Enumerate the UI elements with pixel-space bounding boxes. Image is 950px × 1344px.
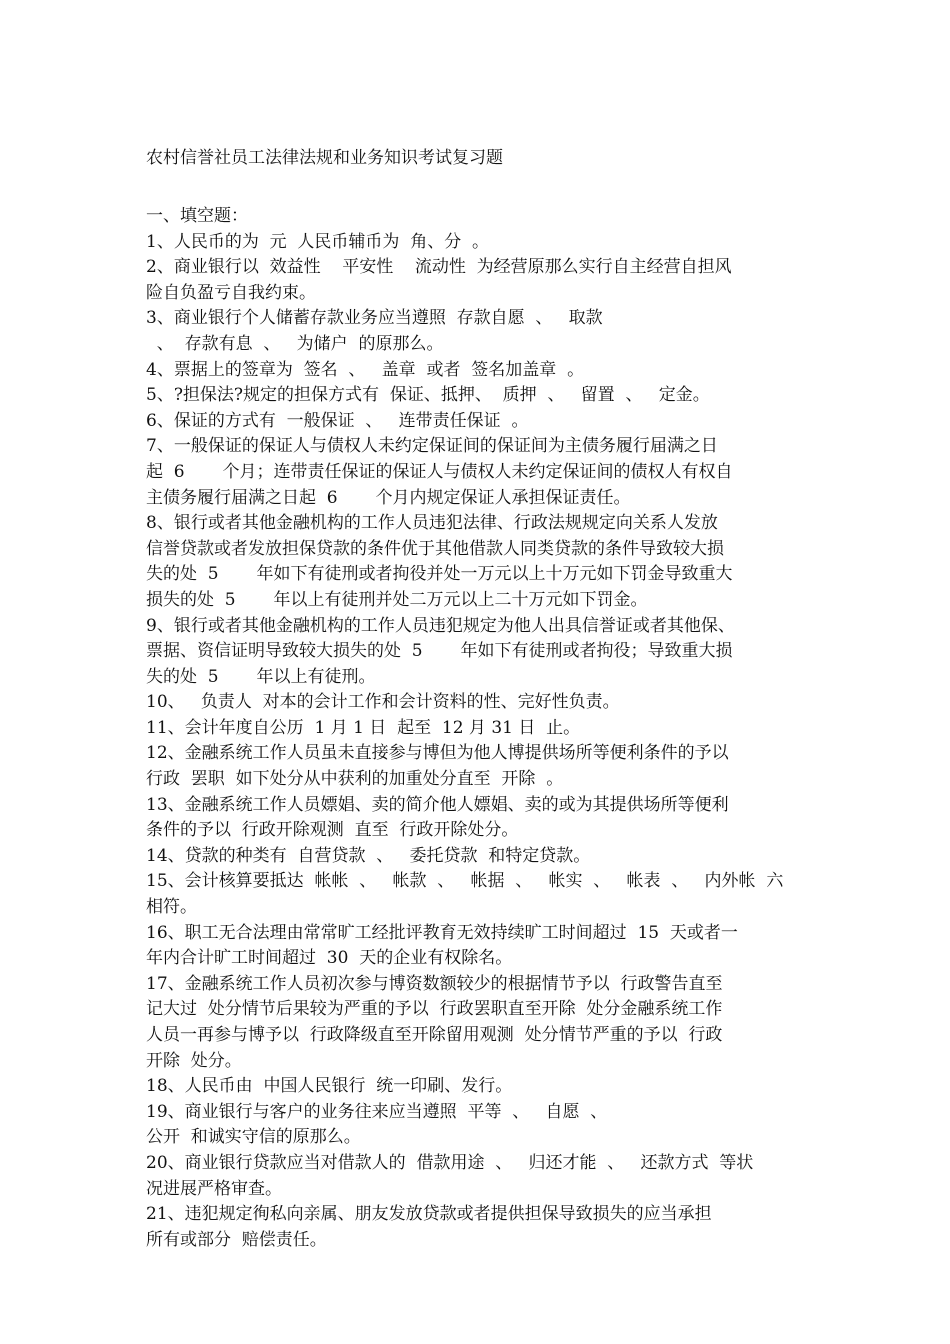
text-line: 损失的处 5 年以上有徒刑并处二万元以上二十万元如下罚金。: [146, 589, 648, 610]
text-line: 11、会计年度自公历 1 月 1 日 起至 12 月 31 日 止。: [146, 717, 581, 738]
text-line: 失的处 5 年如下有徒刑或者拘役并处一万元以上十万元如下罚金导致重大: [146, 564, 733, 585]
document-title: 农村信誉社员工法律法规和业务知识考试复习题: [146, 148, 503, 168]
text-line: 20、商业银行贷款应当对借款人的 借款用途 、 归还才能 、 还款方式 等状: [146, 1152, 754, 1173]
text-line: 4、票据上的签章为 签名 、 盖章 或者 签名加盖章 。: [146, 359, 585, 380]
text-line: 5、?担保法?规定的担保方式有 保证、抵押、 质押 、 留置 、 定金。: [146, 385, 710, 406]
text-line: 人员一再参与博予以 行政降级直至开除留用观测 处分情节严重的予以 行政: [146, 1025, 723, 1045]
text-line: 14、贷款的种类有 自营贷款 、 委托贷款 和特定贷款。: [146, 845, 591, 866]
document-page: [146, 146, 806, 1253]
text-line: 2、商业银行以 效益性 平安性 流动性 为经营原那么实行自主经营自担风: [146, 257, 732, 278]
text-line: 主债务履行届满之日起 6 个月内规定保证人承担保证责任。: [146, 487, 631, 508]
text-line: 起 6 个月；连带责任保证的保证人与债权人未约定保证间的债权人有权自: [146, 461, 733, 482]
text-line: 10、 负责人 对本的会计工作和会计资料的性、完好性负责。: [146, 692, 620, 713]
text-line: 公开 和诚实守信的原那么。: [146, 1127, 361, 1148]
section-heading: 一、填空题：: [146, 206, 248, 226]
text-line: 15、会计核算要抵达 帐帐 、 帐款 、 帐据 、 帐实 、 帐表 、 内外帐 六: [146, 871, 784, 892]
text-line: 况进展严格审查。: [146, 1178, 282, 1199]
text-line: 所有或部分 赔偿责任。: [146, 1229, 327, 1250]
text-line: 7、一般保证的保证人与债权人未约定保证间的保证间为主债务履行届满之日: [146, 436, 718, 457]
text-line: 相符。: [146, 897, 197, 918]
text-line: 16、职工无合法理由常常旷工经批评教育无效持续旷工时间超过 15 天或者一: [146, 922, 738, 943]
text-line: 行政 罢职 如下处分从中获利的加重处分直至 开除 。: [146, 769, 564, 790]
text-line: 票据、资信证明导致较大损失的处 5 年如下有徒刑或者拘役；导致重大损: [146, 641, 733, 662]
text-line: 年内合计旷工时间超过 30 天的企业有权除名。: [146, 948, 513, 969]
text-line: 8、银行或者其他金融机构的工作人员违犯法律、行政法规规定向关系人发放: [146, 513, 718, 534]
text-line: 13、金融系统工作人员嫖娼、卖的简介他人嫖娼、卖的或为其提供场所等便利: [146, 794, 729, 815]
text-line: 记大过 处分情节后果较为严重的予以 行政罢职直至开除 处分金融系统工作: [146, 999, 723, 1020]
text-line: 9、银行或者其他金融机构的工作人员违犯规定为他人出具信誉证或者其他保、: [146, 615, 735, 636]
text-line: 19、商业银行与客户的业务往来应当遵照 平等 、 自愿 、: [146, 1101, 608, 1122]
text-line: 信誉贷款或者发放担保贷款的条件优于其他借款人同类贷款的条件导致较大损: [146, 538, 724, 559]
text-line: 6、保证的方式有 一般保证 、 连带责任保证 。: [146, 410, 529, 431]
text-line: 18、人民币由 中国人民银行 统一印刷、发行。: [146, 1076, 513, 1097]
text-line: 17、金融系统工作人员初次参与博资数额较少的根据情节予以 行政警告直至: [146, 973, 723, 994]
text-line: 条件的予以 行政开除观测 直至 行政开除处分。: [146, 820, 519, 841]
question-list: [146, 230, 806, 1254]
text-line: 险自负盈亏自我约束。: [146, 282, 316, 303]
text-line: 失的处 5 年以上有徒刑。: [146, 666, 376, 687]
text-line: 、 存款有息 、 为储户 的原那么。: [146, 333, 444, 354]
text-line: 开除 处分。: [146, 1050, 242, 1071]
text-line: 3、商业银行个人储蓄存款业务应当遵照 存款自愿 、 取款: [146, 308, 603, 329]
text-line: 12、金融系统工作人员虽未直接参与博但为他人博提供场所等便利条件的予以: [146, 743, 729, 764]
text-line: 21、违犯规定徇私向亲属、朋友发放贷款或者提供担保导致损失的应当承担: [146, 1204, 712, 1225]
text-line: 1、人民币的为 元 人民币辅币为 角、分 。: [146, 231, 490, 252]
